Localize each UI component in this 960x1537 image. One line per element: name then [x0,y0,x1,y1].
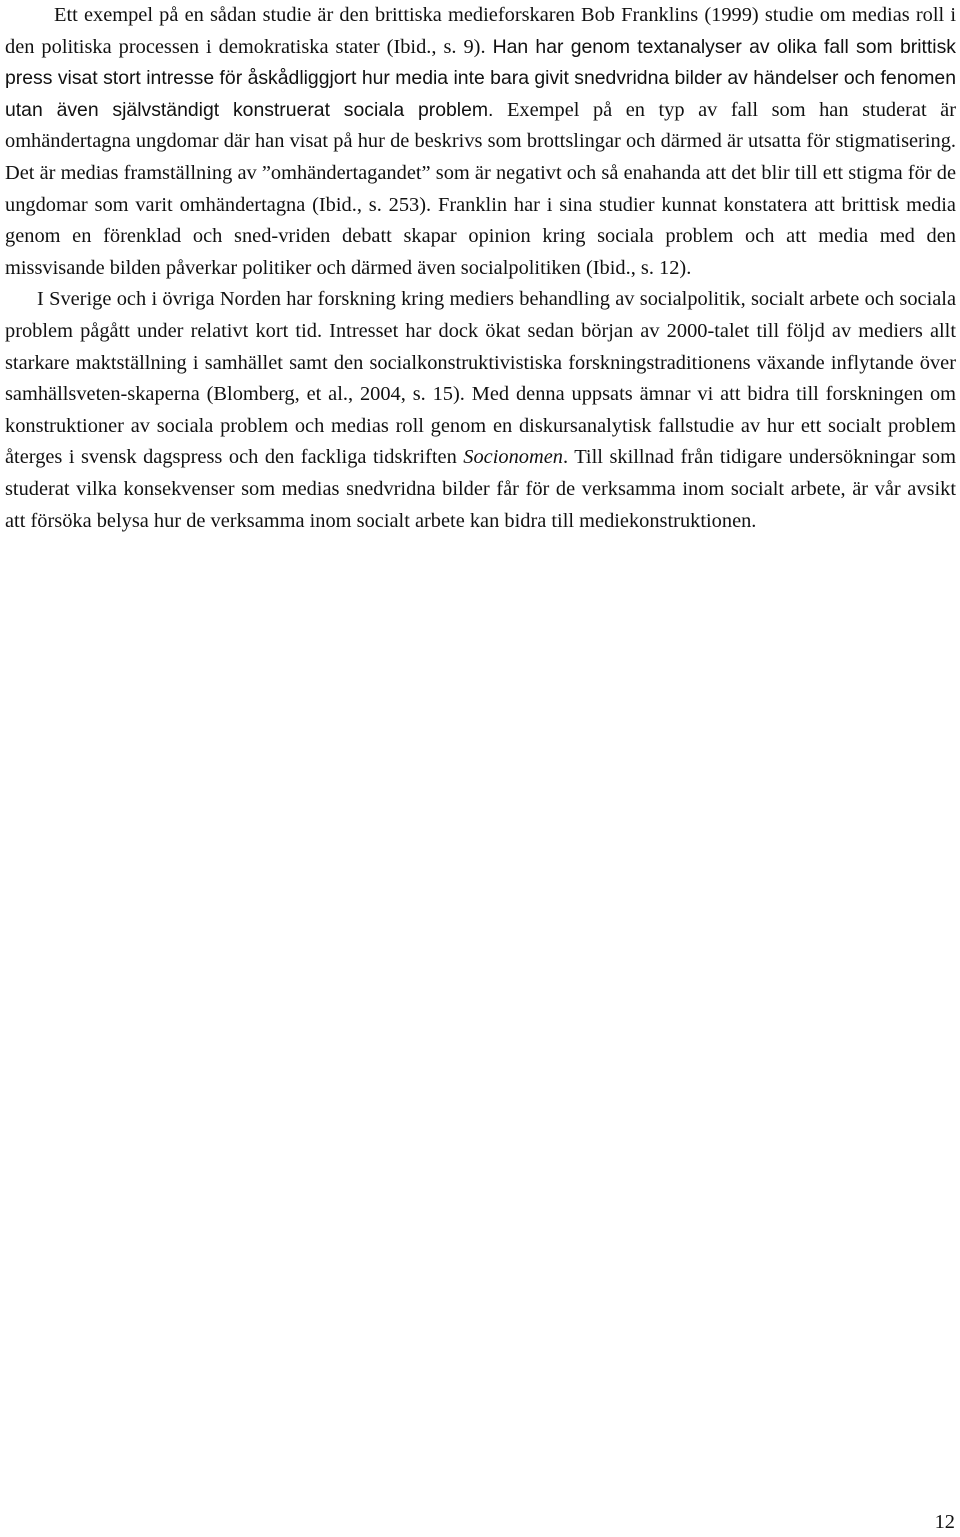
text-run: . Till skillnad från tidigare undersökningar som studerat vilka konsekvenser som medias snedvridna bilder får för de verksamma inom socialt arbete, är vår avsikt att försöka belysa hur de verksamma inom socialt arbete kan bidra till mediekonstruktionen. [5,446,956,532]
text-run: Det är medias framställning av ”omhändertagandet” som är negativt och så enahanda att det blir till ett stigma för de ungdomar som varit omhändertagna (Ibid., s. 253). Franklin har i sina studier kunnat konstatera att brittisk media genom en förenklad och sned-vriden debatt skapar opinion kring sociala problem och att media med den missvisande bilden påverkar politiker och därmed även socialpolitiken (Ibid., s. 12). [5,161,956,279]
text-run: Ett exempel på en sådan studie är den brittiska medieforskaren Bob Franklins (1999) studie om medias roll i den politiska processen i demokratiska stater (Ibid., s. 9). [5,4,956,58]
journal-title: Socionomen [463,446,563,469]
page-number: 12 [934,1511,955,1533]
paragraph-franklin-study [5,0,956,284]
body-text [5,0,956,537]
text-run: Han har genom textanalyser av olika fall som brittisk press visat stort intresse för åskådliggjort hur media inte bara givit snedvridna bilder av händelser och fenomen utan även självständigt konstruerat sociala problem. [5,35,956,121]
paragraph-nordic-research [5,284,956,537]
text-run: I Sverige och i övriga Norden har forskning kring mediers behandling av socialpolitik, socialt arbete och sociala problem pågått under relativt kort tid. Intresset har dock ökat sedan början av 2000-talet till följd av mediers allt starkare maktställning i samhället samt den socialkonstruktivistiska forskningstraditionens växande inflytande över samhällsveten-skaperna (Blomberg, et al., 2004, s. 15). Med denna uppsats ämnar vi att bidra till forskningen om konstruktioner av sociala problem och medias roll genom en diskursanalytisk fallstudie av hur ett socialt problem återges i svensk dagspress och den fackliga tidskriften [5,288,956,469]
text-run: Exempel på en typ av fall som han studerat är omhändertagna ungdomar där han visat på hur de beskrivs som brottslingar och därmed är utsatta för stigmatisering. [5,98,957,153]
